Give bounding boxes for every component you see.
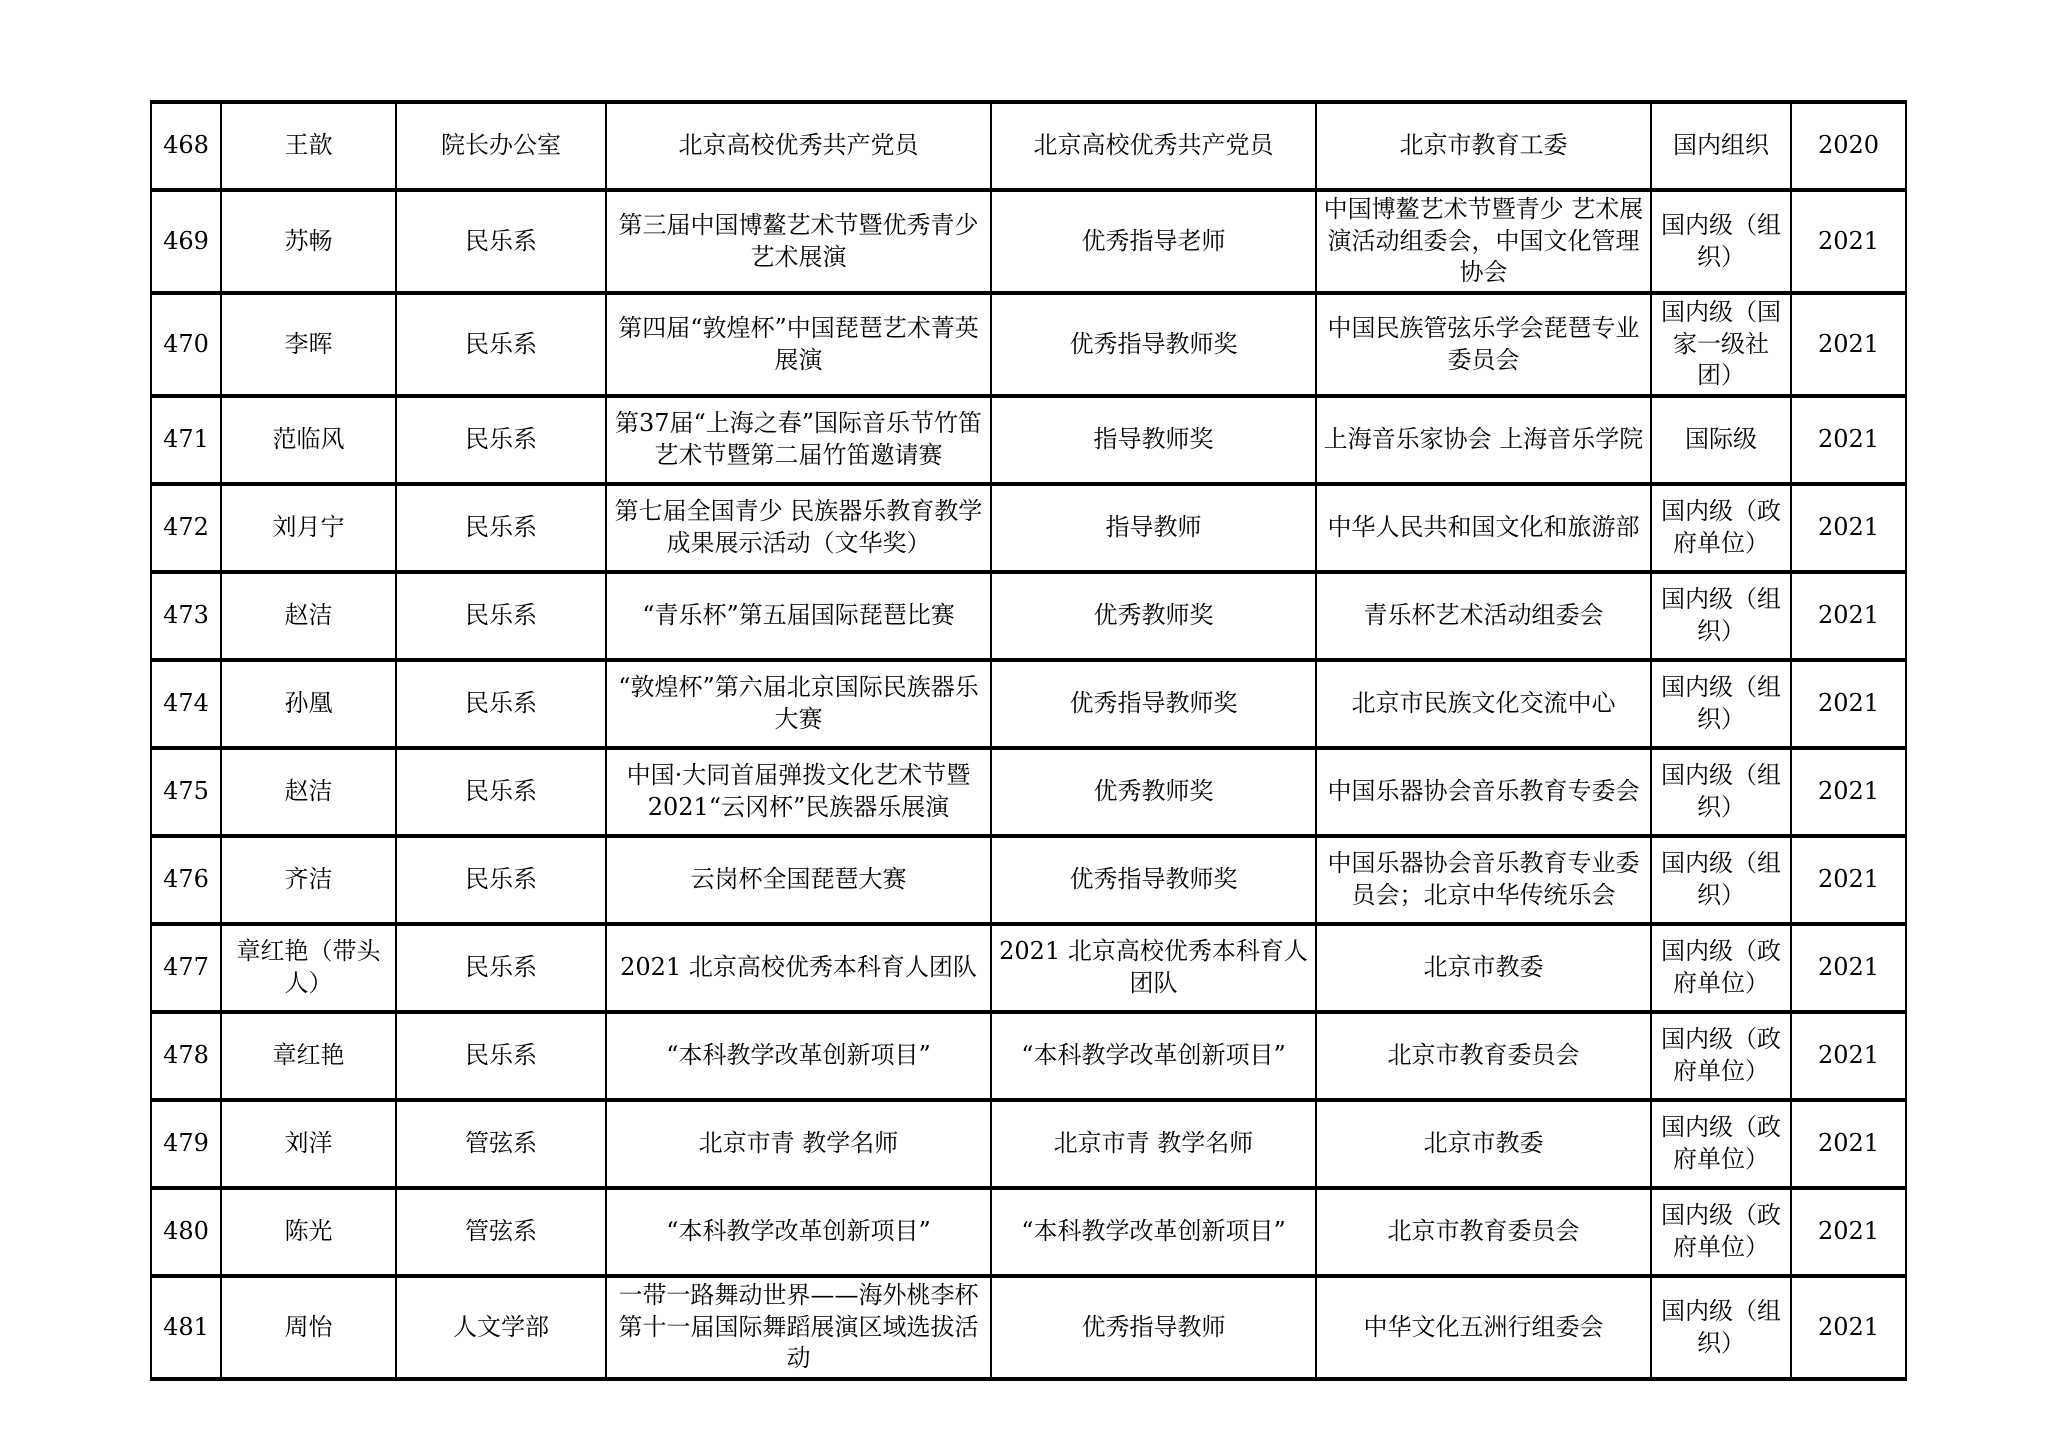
cell-org: 上海音乐家协会 上海音乐学院: [1316, 396, 1651, 484]
cell-year: 2021: [1791, 1276, 1906, 1379]
cell-dept: 民乐系: [396, 396, 606, 484]
cell-year: 2021: [1791, 396, 1906, 484]
cell-award: 中国·大同首届弹拨文化艺术节暨2021“云冈杯”民族器乐展演: [606, 748, 991, 836]
cell-name: 章红艳: [221, 1012, 396, 1100]
cell-title: 北京市青 教学名师: [991, 1100, 1316, 1188]
table-row: [151, 836, 1906, 924]
cell-name: 陈光: [221, 1188, 396, 1276]
cell-org: 北京市教委: [1316, 924, 1651, 1012]
cell-award: “本科教学改革创新项目”: [606, 1188, 991, 1276]
cell-year: 2021: [1791, 836, 1906, 924]
cell-org: 中国民族管弦乐学会琵琶专业委员会: [1316, 293, 1651, 396]
cell-name: 王歆: [221, 102, 396, 190]
cell-award: 第三届中国博鳌艺术节暨优秀青少 艺术展演: [606, 190, 991, 293]
cell-org: 北京市教育工委: [1316, 102, 1651, 190]
cell-dept: 民乐系: [396, 190, 606, 293]
cell-award: 云岗杯全国琵琶大赛: [606, 836, 991, 924]
cell-title: 优秀指导老师: [991, 190, 1316, 293]
cell-level: 国际级: [1651, 396, 1791, 484]
cell-year: 2020: [1791, 102, 1906, 190]
awards-table: [150, 100, 1907, 1381]
cell-no: 481: [151, 1276, 221, 1379]
cell-org: 北京市民族文化交流中心: [1316, 660, 1651, 748]
cell-level: 国内级（政府单位）: [1651, 484, 1791, 572]
cell-title: 指导教师: [991, 484, 1316, 572]
cell-award: “本科教学改革创新项目”: [606, 1012, 991, 1100]
cell-org: 中国乐器协会音乐教育专委会: [1316, 748, 1651, 836]
cell-no: 468: [151, 102, 221, 190]
table-row: [151, 748, 1906, 836]
cell-year: 2021: [1791, 484, 1906, 572]
table-row: [151, 924, 1906, 1012]
cell-dept: 民乐系: [396, 836, 606, 924]
cell-no: 477: [151, 924, 221, 1012]
cell-title: “本科教学改革创新项目”: [991, 1012, 1316, 1100]
cell-title: 优秀教师奖: [991, 748, 1316, 836]
cell-level: 国内级（组织）: [1651, 572, 1791, 660]
cell-title: 指导教师奖: [991, 396, 1316, 484]
cell-level: 国内级（组织）: [1651, 660, 1791, 748]
awards-table-body: [151, 102, 1906, 1379]
cell-no: 474: [151, 660, 221, 748]
cell-org: 中国博鳌艺术节暨青少 艺术展演活动组委会，中国文化管理协会: [1316, 190, 1651, 293]
cell-year: 2021: [1791, 660, 1906, 748]
cell-level: 国内级（组织）: [1651, 190, 1791, 293]
cell-level: 国内级（政府单位）: [1651, 1012, 1791, 1100]
cell-title: 2021 北京高校优秀本科育人团队: [991, 924, 1316, 1012]
cell-dept: 民乐系: [396, 484, 606, 572]
cell-org: 北京市教委: [1316, 1100, 1651, 1188]
cell-year: 2021: [1791, 1188, 1906, 1276]
table-row: [151, 572, 1906, 660]
cell-name: 苏畅: [221, 190, 396, 293]
cell-level: 国内级（国家一级社团）: [1651, 293, 1791, 396]
cell-no: 478: [151, 1012, 221, 1100]
cell-title: 优秀教师奖: [991, 572, 1316, 660]
table-row: [151, 1012, 1906, 1100]
cell-award: “青乐杯”第五届国际琵琶比赛: [606, 572, 991, 660]
cell-year: 2021: [1791, 572, 1906, 660]
cell-org: 中华人民共和国文化和旅游部: [1316, 484, 1651, 572]
cell-org: 中国乐器协会音乐教育专业委员会；北京中华传统乐会: [1316, 836, 1651, 924]
cell-dept: 民乐系: [396, 1012, 606, 1100]
cell-dept: 民乐系: [396, 924, 606, 1012]
cell-name: 周怡: [221, 1276, 396, 1379]
cell-award: 一带一路舞动世界——海外桃李杯第十一届国际舞蹈展演区域选拔活动: [606, 1276, 991, 1379]
cell-award: 第四届“敦煌杯”中国琵琶艺术菁英展演: [606, 293, 991, 396]
cell-level: 国内级（组织）: [1651, 748, 1791, 836]
cell-name: 刘月宁: [221, 484, 396, 572]
cell-no: 471: [151, 396, 221, 484]
cell-name: 赵洁: [221, 572, 396, 660]
cell-name: 刘洋: [221, 1100, 396, 1188]
cell-award: 第37届“上海之春”国际音乐节竹笛艺术节暨第二届竹笛邀请赛: [606, 396, 991, 484]
cell-org: 中华文化五洲行组委会: [1316, 1276, 1651, 1379]
cell-dept: 民乐系: [396, 748, 606, 836]
cell-no: 473: [151, 572, 221, 660]
cell-level: 国内级（政府单位）: [1651, 1100, 1791, 1188]
cell-level: 国内级（政府单位）: [1651, 1188, 1791, 1276]
cell-no: 472: [151, 484, 221, 572]
table-row: [151, 190, 1906, 293]
table-row: [151, 102, 1906, 190]
cell-dept: 民乐系: [396, 660, 606, 748]
cell-no: 469: [151, 190, 221, 293]
cell-no: 475: [151, 748, 221, 836]
table-row: [151, 1276, 1906, 1379]
cell-level: 国内组织: [1651, 102, 1791, 190]
cell-title: 优秀指导教师奖: [991, 836, 1316, 924]
cell-year: 2021: [1791, 1012, 1906, 1100]
cell-dept: 人文学部: [396, 1276, 606, 1379]
cell-level: 国内级（组织）: [1651, 1276, 1791, 1379]
table-row: [151, 484, 1906, 572]
cell-dept: 管弦系: [396, 1100, 606, 1188]
cell-name: 赵洁: [221, 748, 396, 836]
cell-award: 北京市青 教学名师: [606, 1100, 991, 1188]
cell-award: “敦煌杯”第六届北京国际民族器乐大赛: [606, 660, 991, 748]
cell-title: 优秀指导教师奖: [991, 293, 1316, 396]
cell-level: 国内级（组织）: [1651, 836, 1791, 924]
cell-name: 章红艳（带头人）: [221, 924, 396, 1012]
cell-year: 2021: [1791, 748, 1906, 836]
cell-title: 优秀指导教师: [991, 1276, 1316, 1379]
cell-name: 李晖: [221, 293, 396, 396]
cell-no: 480: [151, 1188, 221, 1276]
cell-dept: 民乐系: [396, 293, 606, 396]
table-row: [151, 396, 1906, 484]
cell-org: 北京市教育委员会: [1316, 1188, 1651, 1276]
cell-title: “本科教学改革创新项目”: [991, 1188, 1316, 1276]
cell-name: 范临风: [221, 396, 396, 484]
cell-title: 优秀指导教师奖: [991, 660, 1316, 748]
cell-award: 第七届全国青少 民族器乐教育教学成果展示活动（文华奖）: [606, 484, 991, 572]
cell-dept: 管弦系: [396, 1188, 606, 1276]
cell-name: 孙凰: [221, 660, 396, 748]
table-row: [151, 1100, 1906, 1188]
cell-no: 476: [151, 836, 221, 924]
cell-award: 2021 北京高校优秀本科育人团队: [606, 924, 991, 1012]
cell-award: 北京高校优秀共产党员: [606, 102, 991, 190]
cell-title: 北京高校优秀共产党员: [991, 102, 1316, 190]
table-row: [151, 1188, 1906, 1276]
table-row: [151, 293, 1906, 396]
cell-dept: 院长办公室: [396, 102, 606, 190]
cell-year: 2021: [1791, 293, 1906, 396]
cell-org: 青乐杯艺术活动组委会: [1316, 572, 1651, 660]
cell-name: 齐洁: [221, 836, 396, 924]
cell-year: 2021: [1791, 924, 1906, 1012]
cell-dept: 民乐系: [396, 572, 606, 660]
table-row: [151, 660, 1906, 748]
cell-year: 2021: [1791, 1100, 1906, 1188]
cell-level: 国内级（政府单位）: [1651, 924, 1791, 1012]
cell-org: 北京市教育委员会: [1316, 1012, 1651, 1100]
cell-no: 470: [151, 293, 221, 396]
cell-year: 2021: [1791, 190, 1906, 293]
cell-no: 479: [151, 1100, 221, 1188]
